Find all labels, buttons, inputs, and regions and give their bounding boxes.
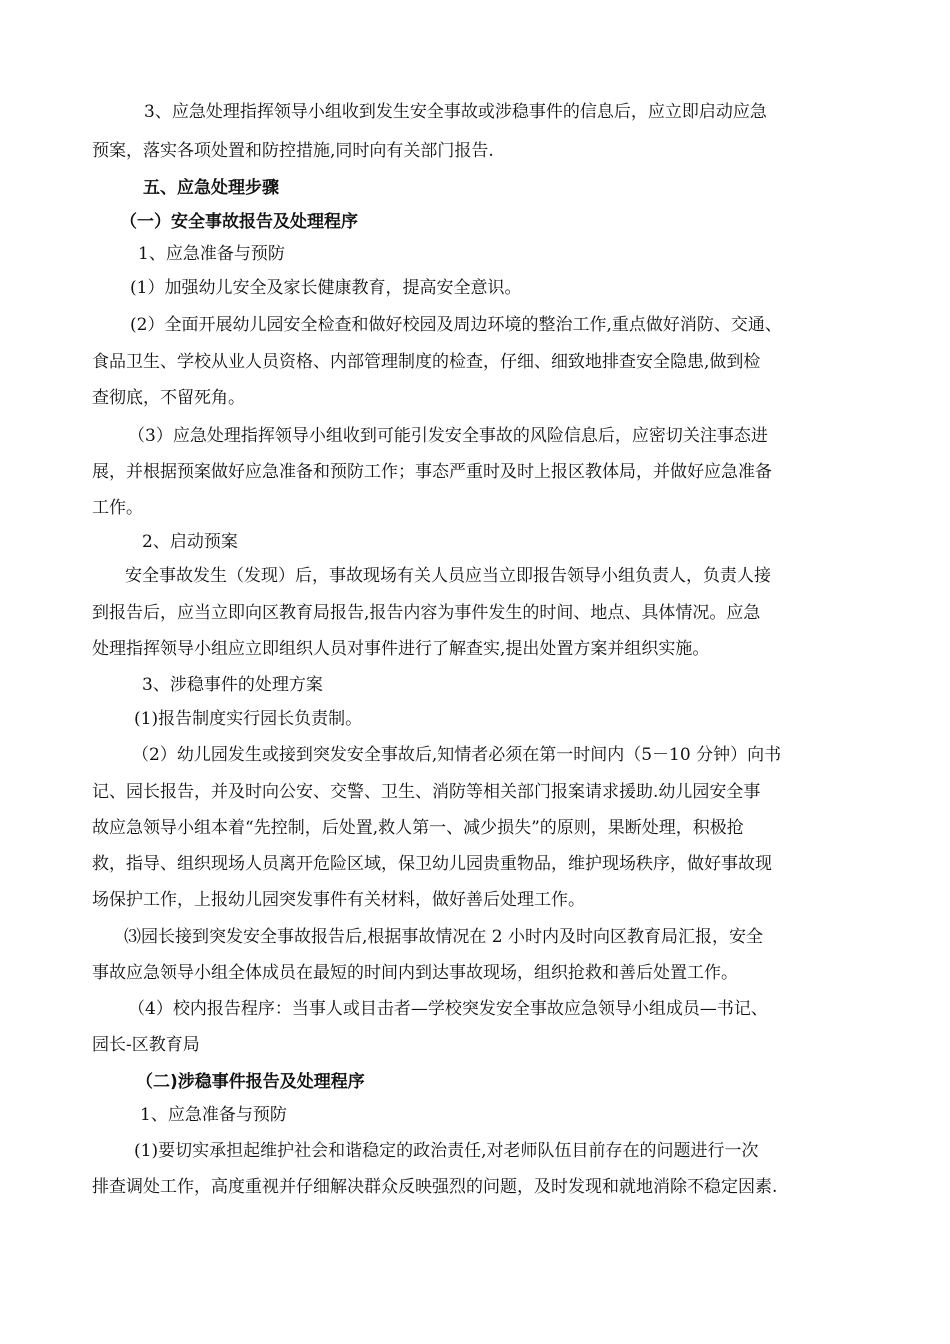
paragraph-line: 园长-区教育局 (92, 1035, 200, 1055)
paragraph-line: 排查调处工作，高度重视并仔细解决群众反映强烈的问题，及时发现和就地消除不稳定因素. (92, 1177, 778, 1197)
item-heading: 1、应急准备与预防 (138, 244, 285, 264)
paragraph-line: (1)要切实承担起维护社会和谐稳定的政治责任,对老师队伍目前存在的问题进行一次 (134, 1141, 759, 1161)
paragraph-line: 安全事故发生（发现）后，事故现场有关人员应当立即报告领导小组负责人，负责人接 (125, 566, 771, 586)
paragraph-line: （4）校内报告程序：当事人或目击者—学校突发安全事故应急领导小组成员—书记、 (128, 999, 768, 1019)
paragraph-line: （2）幼儿园发生或接到突发安全事故后,知情者必须在第一时间内（5－10 分钟）向书 (132, 745, 782, 765)
paragraph-line: 展，并根据预案做好应急准备和预防工作；事态严重时及时上报区教体局，并做好应急准备 (92, 462, 772, 482)
item-heading: 3、涉稳事件的处理方案 (142, 675, 323, 695)
paragraph-line: 工作。 (92, 498, 143, 518)
paragraph-line: 预案，落实各项处置和防控措施,同时向有关部门报告. (92, 141, 494, 161)
subsection-heading: （一）安全事故报告及处理程序 (120, 212, 358, 232)
paragraph-line: 记、园长报告，并及时向公安、交警、卫生、消防等相关部门报案请求援助.幼儿园安全事 (92, 782, 761, 802)
paragraph-line: （3）应急处理指挥领导小组收到可能引发安全事故的风险信息后，应密切关注事态进 (128, 426, 768, 446)
paragraph-line: (1）加强幼儿安全及家长健康教育，提高安全意识。 (130, 278, 522, 298)
item-heading: 1、应急准备与预防 (140, 1105, 287, 1125)
item-heading: 2、启动预案 (142, 532, 238, 552)
subsection-heading: （二)涉稳事件报告及处理程序 (136, 1072, 365, 1092)
paragraph-line: 查彻底，不留死角。 (92, 388, 245, 408)
paragraph-line: (1)报告制度实行园长负责制。 (134, 709, 363, 729)
paragraph-line: 处理指挥领导小组应立即组织人员对事件进行了解查实,提出处置方案并组织实施。 (92, 639, 710, 659)
section-heading: 五、应急处理步骤 (143, 178, 279, 198)
paragraph-line: ⑶园长接到突发安全事故报告后,根据事故情况在 2 小时内及时向区教育局汇报，安全 (124, 927, 764, 947)
paragraph-line: 场保护工作，上报幼儿园突发事件有关材料，做好善后处理工作。 (92, 890, 585, 910)
paragraph-line: (2）全面开展幼儿园安全检查和做好校园及周边环境的整治工作,重点做好消防、交通、 (130, 315, 782, 335)
paragraph-line: 食品卫生、学校从业人员资格、内部管理制度的检查，仔细、细致地排查安全隐患,做到检 (92, 352, 761, 372)
paragraph-line: 到报告后，应当立即向区教育局报告,报告内容为事件发生的时间、地点、具体情况。应急 (92, 603, 761, 623)
paragraph-line: 救，指导、组织现场人员离开危险区域，保卫幼儿园贵重物品，维护现场秩序，做好事故现 (92, 854, 772, 874)
paragraph-line: 3、应急处理指挥领导小组收到发生安全事故或涉稳事件的信息后，应立即启动应急 (144, 102, 767, 122)
paragraph-line: 事故应急领导小组全体成员在最短的时间内到达事故现场，组织抢救和善后处置工作。 (92, 963, 738, 983)
paragraph-line: 故应急领导小组本着“先控制，后处置,救人第一、减少损失”的原则，果断处理，积极抢 (92, 818, 744, 838)
